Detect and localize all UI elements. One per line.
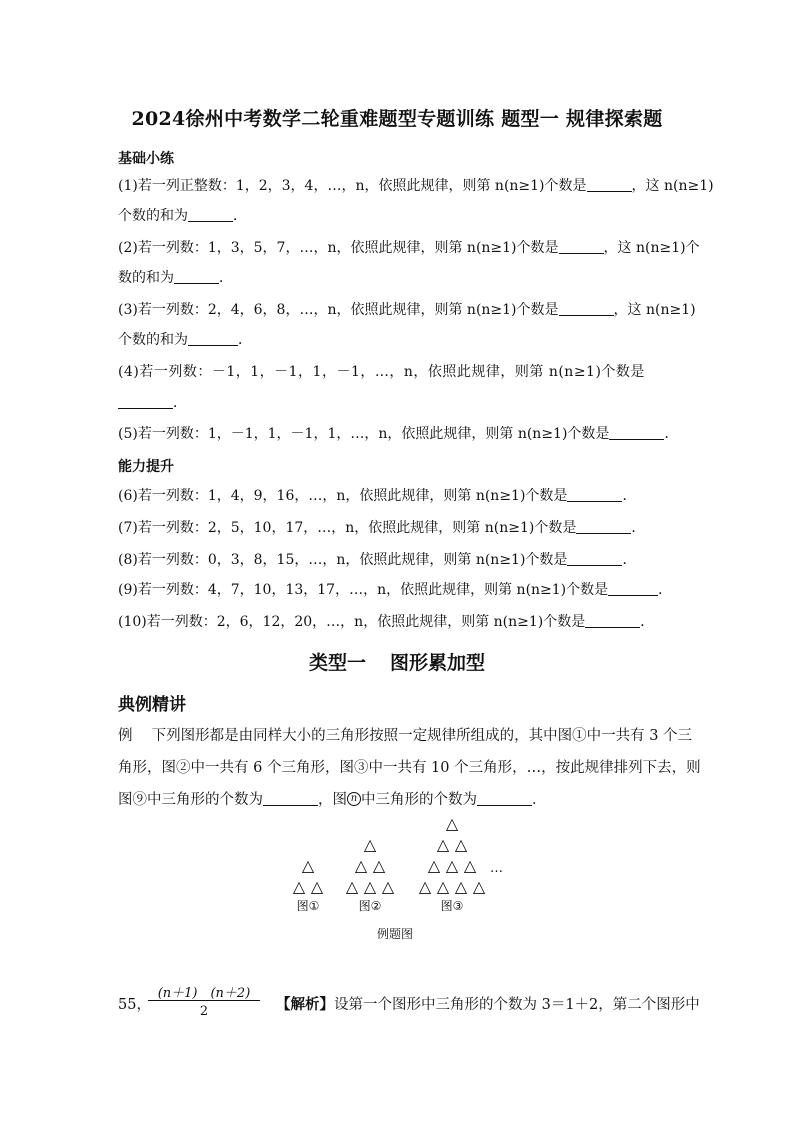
example-line-3-b: ，图: [318, 792, 347, 808]
type-heading-label: 类型一: [308, 652, 366, 674]
triangle-glyph: △: [363, 877, 377, 896]
example-figure: [280, 812, 520, 942]
fraction-numerator: (n＋1) (n＋2): [157, 986, 251, 1001]
fraction-bar: [148, 1000, 260, 1001]
question-5-text: (5)若一列数：1，－1，1，－1，1，…，n，依照此规律，则第 n(n≥1)个数是: [118, 426, 610, 442]
answer-explanation: [276, 995, 700, 1015]
answer-blank: [118, 394, 173, 409]
figure-caption: 例题图: [376, 927, 414, 941]
answer-blank: [576, 519, 631, 534]
question-7-text: (7)若一列数：2，5，10，17，…，n，依照此规律，则第 n(n≥1)个数是: [118, 520, 577, 536]
question-1-end: ．: [233, 208, 247, 224]
triangle-glyph: △: [372, 856, 386, 875]
triangle-glyph: △: [345, 877, 359, 896]
question-10-line: [118, 612, 678, 632]
answer-blank: [477, 791, 532, 806]
type-heading: [0, 648, 794, 675]
question-1-text-c: 个数的和为: [118, 208, 188, 224]
triangle-glyph: △: [363, 835, 377, 854]
question-4-line-2: [118, 393, 678, 413]
section-advanced-heading: 能力提升: [118, 459, 174, 475]
triangle-glyph: △: [463, 856, 477, 875]
answer-blank: [585, 613, 640, 628]
triangle-glyph: △: [381, 877, 395, 896]
answer-blank: [263, 791, 318, 806]
example-heading: 典例精讲: [118, 695, 186, 715]
fraction-denominator: 2: [199, 1004, 209, 1019]
answer-blank: [608, 581, 658, 596]
answer-blank: [609, 425, 664, 440]
triangle-patterns: [293, 814, 486, 896]
answer-blank: [174, 269, 219, 284]
question-2-line-1: [118, 238, 700, 258]
figure-label-3: 图③: [440, 899, 464, 913]
analysis-tag: 【解析】: [276, 996, 334, 1013]
question-3-text-c: 个数的和为: [118, 332, 188, 348]
answer-blank: [188, 331, 238, 346]
question-7-end: ．: [631, 520, 646, 536]
page-title: 2024徐州中考数学二轮重难题型专题训练 题型一 规律探索题: [131, 108, 663, 130]
question-3-line-2: [118, 330, 678, 350]
question-2-line-2: [118, 268, 678, 288]
type-heading-title: 图形累加型: [390, 652, 486, 674]
answer-blank: [567, 551, 622, 566]
question-6-line: [118, 486, 678, 506]
question-3-end: ．: [238, 332, 252, 348]
triangle-glyph: △: [445, 856, 459, 875]
question-9-end: ．: [658, 582, 673, 598]
question-2-end: ．: [219, 270, 233, 286]
question-8-text: (8)若一列数：0，3，8，15，…，n，依照此规律，则第 n(n≥1)个数是: [118, 552, 568, 568]
question-1-line-1: [118, 176, 714, 196]
triangle-glyph: △: [354, 856, 368, 875]
question-1-text-b: ，这 n(n≥1): [631, 178, 714, 194]
question-3-text-b: ，这 n(n≥1): [613, 302, 696, 318]
triangle-glyph: △: [454, 877, 468, 896]
triangle-glyph: △: [292, 877, 306, 896]
triangle-glyph: △: [472, 877, 486, 896]
question-3-line-1: [118, 300, 696, 320]
answer-value: 55，: [118, 997, 151, 1013]
circled-n-symbol: n: [347, 792, 361, 806]
answer-blank: [188, 207, 233, 222]
figure-ellipsis: …: [490, 861, 503, 876]
question-4-line-1: [118, 362, 678, 382]
answer-blank: [559, 301, 614, 316]
example-line-3-a: 图⑨中三角形的个数为: [118, 792, 263, 808]
question-4-end: ．: [173, 395, 187, 411]
question-10-text: (10)若一列数：2，6，12，20，…，n，依照此规律，则第 n(n≥1)个数是: [118, 614, 586, 630]
question-1-line-2: [118, 206, 678, 226]
question-1-text: (1)若一列正整数：1，2，3，4，…，n，依照此规律，则第 n(n≥1)个数是: [118, 178, 587, 194]
answer-blank: [559, 239, 604, 254]
question-10-end: ．: [640, 614, 655, 630]
example-line-3-d: ．: [532, 792, 547, 808]
question-9-text: (9)若一列数：4，7，10，13，17，…，n，依照此规律，则第 n(n≥1)个数是: [118, 582, 609, 598]
triangle-glyph: △: [454, 835, 468, 854]
question-2-text: (2)若一列数：1，3，5，7，…，n，依照此规律，则第 n(n≥1)个数是: [118, 240, 559, 256]
question-5-end: ．: [664, 426, 679, 442]
question-8-end: ．: [622, 552, 637, 568]
question-9-line: [118, 580, 678, 600]
example-line-2: 角形，图②中一共有 6 个三角形，图③中一共有 10 个三角形，…，按此规律排列下去，则: [118, 760, 701, 776]
question-3-text: (3)若一列数：2，4，6，8，…，n，依照此规律，则第 n(n≥1)个数是: [118, 302, 559, 318]
question-6-text: (6)若一列数：1，4，9，16，…，n，依照此规律，则第 n(n≥1)个数是: [118, 488, 568, 504]
question-2-text-b: ，这 n(n≥1)个: [603, 240, 700, 256]
analysis-text: 设第一个图形中三角形的个数为 3＝1＋2，第二个图形中: [334, 997, 700, 1013]
figure-label-1: 图①: [296, 899, 320, 913]
triangle-glyph: △: [418, 877, 432, 896]
example-line-3-c: 中三角形的个数为: [361, 792, 477, 808]
question-4-text: (4)若一列数：－1，1，－1，1，－1，…，n，依照此规律，则第 n(n≥1)个数是: [118, 364, 645, 380]
triangle-glyph: △: [436, 877, 450, 896]
example-line-1: 例 下列图形都是由同样大小的三角形按照一定规律所组成的，其中图①中一共有 3 个三: [118, 728, 693, 744]
question-2-text-c: 数的和为: [118, 270, 174, 286]
answer-blank: [587, 177, 632, 192]
example-line-3: [118, 790, 678, 810]
triangle-glyph: △: [445, 814, 459, 833]
triangle-glyph: △: [436, 835, 450, 854]
answer-blank: [567, 487, 622, 502]
triangle-glyph: △: [301, 856, 315, 875]
question-6-end: ．: [622, 488, 637, 504]
question-5-line: [118, 424, 678, 444]
question-8-line: [118, 550, 678, 570]
figure-label-2: 图②: [358, 899, 382, 913]
triangle-glyph: △: [427, 856, 441, 875]
question-7-line: [118, 518, 678, 538]
section-basic-heading: 基础小练: [118, 151, 174, 167]
triangle-glyph: △: [310, 877, 324, 896]
